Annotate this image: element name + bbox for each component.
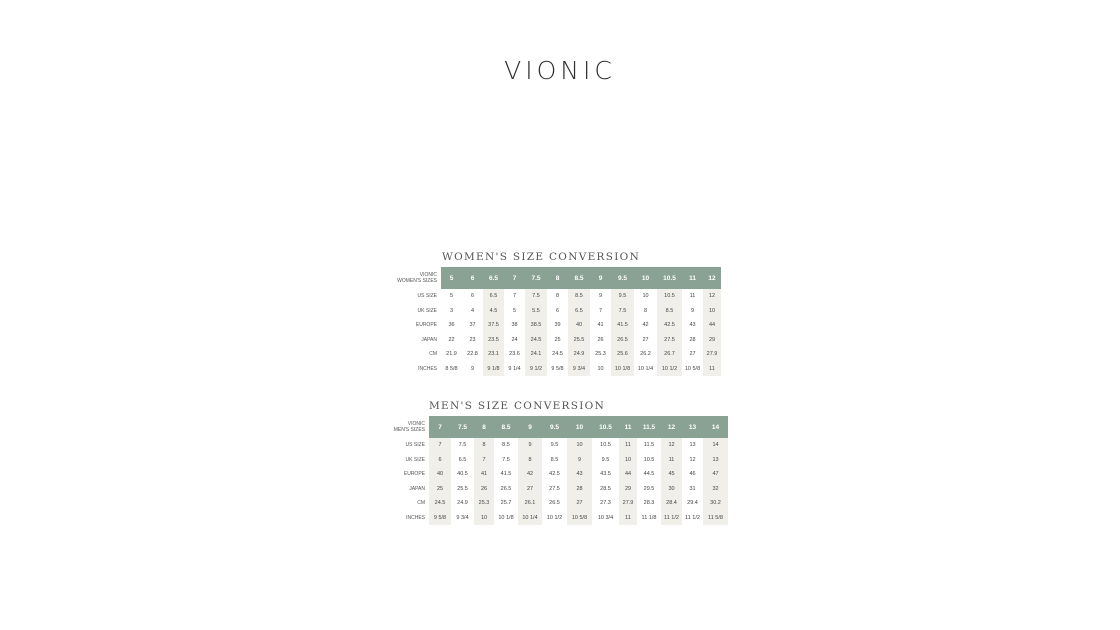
table-cell: 38	[511, 322, 518, 329]
mens-header-row	[389, 416, 728, 438]
table-cell: 10.5	[600, 442, 611, 449]
table-cell: 10 5/8	[684, 365, 701, 372]
table-cell: 26.2	[640, 351, 651, 358]
table-cell: 37.5	[483, 318, 504, 333]
table-cell: 29	[703, 333, 721, 348]
table-cell: 23	[469, 336, 476, 343]
table-cell: 24.9	[568, 347, 590, 362]
mens-size-header-cell: 11	[619, 416, 637, 438]
table-cell: 22.8	[467, 351, 478, 358]
row-label: US SIZE	[417, 293, 437, 300]
womens-table-row	[393, 318, 721, 333]
row-label: UK SIZE	[417, 307, 437, 314]
table-cell: 45	[661, 467, 682, 482]
table-cell: 23.6	[509, 351, 520, 358]
row-label: JAPAN	[409, 485, 425, 492]
table-cell: 23.1	[483, 347, 504, 362]
table-cell: 41.5	[500, 471, 512, 478]
table-cell: 26.5	[549, 500, 560, 507]
table-cell: 27	[689, 351, 696, 358]
table-cell: 25.5	[457, 485, 468, 492]
mens-chart-title: MEN'S SIZE CONVERSION	[429, 400, 606, 412]
table-cell: 8	[518, 453, 542, 468]
table-cell: 9 5/8	[429, 511, 451, 526]
womens-size-header-cell: 7	[504, 267, 525, 289]
table-cell: 8.5	[550, 456, 559, 463]
table-cell: 9 1/4	[508, 365, 521, 372]
mens-size-header-cell: 13	[682, 416, 703, 438]
table-cell: 27.5	[657, 333, 682, 348]
mens-size-header-cell: 10	[567, 416, 592, 438]
table-cell: 10.5	[657, 289, 682, 304]
table-cell: 25	[554, 336, 561, 343]
row-label: INCHES	[418, 365, 437, 372]
table-cell: 42.5	[549, 471, 560, 478]
table-cell: 12	[703, 289, 721, 304]
table-cell: 40	[429, 467, 451, 482]
womens-table-row	[393, 362, 721, 377]
mens-size-header-cell: 11.5	[637, 416, 661, 438]
table-cell: 3	[449, 307, 454, 314]
womens-size-header-cell: 12	[703, 267, 721, 289]
womens-size-chart	[393, 250, 721, 376]
table-cell: 43	[689, 322, 696, 329]
table-cell: 25.5	[568, 333, 590, 348]
table-cell: 27.9	[619, 496, 637, 511]
table-cell: 9.5	[601, 456, 610, 463]
table-cell: 25.3	[474, 496, 494, 511]
table-cell: 44.5	[643, 471, 655, 478]
table-cell: 7.5	[502, 456, 510, 463]
table-cell: 11 1/2	[661, 511, 682, 526]
table-cell: 41.5	[611, 318, 634, 333]
table-cell: 42	[518, 467, 542, 482]
table-cell: 10 1/2	[657, 362, 682, 377]
mens-size-header-cell: 7	[429, 416, 451, 438]
table-cell: 29.5	[643, 485, 655, 492]
mens-header-label	[389, 416, 429, 438]
table-cell: 41	[474, 467, 494, 482]
header-label-line2: WOMEN'S SIZES	[397, 278, 437, 284]
table-cell: 8 5/8	[445, 365, 458, 372]
table-cell: 26.5	[500, 485, 512, 492]
womens-table-row	[393, 289, 721, 304]
table-cell: 7	[598, 307, 603, 314]
womens-size-table	[393, 267, 721, 376]
table-cell: 10.5	[643, 456, 655, 463]
table-cell: 47	[703, 467, 728, 482]
table-cell: 21.9	[446, 351, 457, 358]
table-cell: 25.3	[595, 351, 606, 358]
table-cell: 9.5	[550, 442, 559, 449]
table-cell: 11 1/8	[641, 514, 657, 521]
table-cell: 7.5	[458, 442, 467, 449]
table-cell: 27.5	[549, 485, 560, 492]
table-cell: 26.5	[611, 333, 634, 348]
mens-size-header-cell: 9	[518, 416, 542, 438]
table-cell: 6.5	[568, 304, 590, 319]
table-cell: 24.5	[429, 496, 451, 511]
table-cell: 29.4	[687, 500, 698, 507]
table-cell: 10	[619, 453, 637, 468]
table-cell: 27	[518, 482, 542, 497]
header-label-line1: VIONIC	[419, 272, 437, 278]
table-cell: 44	[619, 467, 637, 482]
table-cell: 25.6	[611, 347, 634, 362]
table-cell: 8.5	[657, 304, 682, 319]
table-cell: 11	[619, 438, 637, 453]
table-cell: 9 3/4	[456, 514, 469, 521]
table-cell: 10 3/4	[597, 514, 614, 521]
womens-size-header-cell: 5	[441, 267, 462, 289]
table-cell: 10 1/8	[498, 514, 514, 521]
table-cell: 43.5	[600, 471, 611, 478]
table-cell: 37	[469, 322, 476, 329]
table-cell: 29	[619, 482, 637, 497]
row-label: US SIZE	[405, 442, 425, 449]
row-label: CM	[429, 351, 437, 358]
table-cell: 7.5	[525, 289, 547, 304]
table-cell: 28.4	[661, 496, 682, 511]
table-cell: 30	[661, 482, 682, 497]
table-cell: 12	[661, 438, 682, 453]
table-cell: 28	[567, 482, 592, 497]
table-cell: 31	[689, 485, 696, 492]
table-cell: 25	[429, 482, 451, 497]
table-cell: 9 1/8	[483, 362, 504, 377]
table-cell: 7	[429, 438, 451, 453]
table-cell: 26	[597, 336, 604, 343]
table-cell: 38.5	[525, 318, 547, 333]
table-cell: 24.5	[552, 351, 563, 358]
row-label: EUROPE	[403, 471, 425, 478]
table-cell: 23.5	[483, 333, 504, 348]
womens-size-header-cell: 10	[634, 267, 657, 289]
table-cell: 28.5	[600, 485, 611, 492]
table-cell: 26.7	[657, 347, 682, 362]
table-cell: 24	[511, 336, 518, 343]
table-cell: 13	[703, 453, 728, 468]
row-label: CM	[417, 500, 425, 507]
table-cell: 10 1/2	[546, 514, 563, 521]
table-cell: 11	[661, 453, 682, 468]
womens-table-row	[393, 347, 721, 362]
table-cell: 9 1/2	[525, 362, 547, 377]
womens-header-label	[393, 267, 441, 289]
womens-size-header-cell: 9	[590, 267, 611, 289]
table-cell: 5.5	[525, 304, 547, 319]
womens-size-header-cell: 7.5	[525, 267, 547, 289]
table-cell: 40	[568, 318, 590, 333]
mens-table-row	[389, 467, 728, 482]
table-cell: 4.5	[483, 304, 504, 319]
mens-table-row	[389, 482, 728, 497]
mens-size-table	[389, 416, 728, 525]
table-cell: 24.1	[525, 347, 547, 362]
mens-size-header-cell: 8	[474, 416, 494, 438]
mens-size-header-cell: 14	[703, 416, 728, 438]
table-cell: 6.5	[483, 289, 504, 304]
table-cell: 27.3	[600, 500, 611, 507]
table-cell: 10	[703, 304, 721, 319]
table-cell: 9	[470, 365, 475, 372]
table-cell: 8.5	[502, 442, 510, 449]
table-cell: 25.7	[500, 500, 512, 507]
table-cell: 6	[555, 307, 560, 314]
womens-size-header-cell: 10.5	[657, 267, 682, 289]
table-cell: 14	[703, 438, 728, 453]
table-cell: 7.5	[611, 304, 634, 319]
table-cell: 11	[689, 293, 696, 300]
table-cell: 26	[474, 482, 494, 497]
mens-table-row	[389, 453, 728, 468]
table-cell: 9	[598, 293, 603, 300]
table-cell: 9	[567, 453, 592, 468]
table-cell: 41	[597, 322, 604, 329]
table-cell: 28.3	[643, 500, 655, 507]
table-cell: 5	[512, 307, 517, 314]
table-cell: 9.5	[611, 289, 634, 304]
mens-size-chart	[389, 399, 728, 525]
table-cell: 32	[703, 482, 728, 497]
womens-chart-title: WOMEN'S SIZE CONVERSION	[442, 251, 641, 263]
table-cell: 10 1/4	[637, 365, 654, 372]
table-cell: 10	[567, 438, 592, 453]
mens-size-header-cell: 10.5	[592, 416, 619, 438]
table-cell: 4	[470, 307, 475, 314]
table-cell: 10 1/4	[518, 511, 542, 526]
table-cell: 11 1/2	[685, 514, 700, 521]
table-cell: 8	[474, 438, 494, 453]
table-cell: 8	[643, 307, 648, 314]
table-cell: 42.5	[657, 318, 682, 333]
table-cell: 10	[597, 365, 604, 372]
table-cell: 9 3/4	[568, 362, 590, 377]
header-label-line2: MEN'S SIZES	[393, 427, 425, 433]
table-cell: 24.9	[457, 500, 468, 507]
mens-table-row	[389, 438, 728, 453]
table-cell: 11	[703, 362, 721, 377]
womens-size-header-cell: 6	[462, 267, 483, 289]
table-cell: 7	[474, 453, 494, 468]
womens-header-row	[393, 267, 721, 289]
mens-size-header-cell: 7.5	[451, 416, 474, 438]
table-cell: 8.5	[568, 289, 590, 304]
table-cell: 40.5	[457, 471, 468, 478]
table-cell: 22	[448, 336, 455, 343]
mens-table-row	[389, 496, 728, 511]
table-cell: 10	[474, 511, 494, 526]
row-label: EUROPE	[415, 322, 437, 329]
table-cell: 39	[554, 322, 561, 329]
mens-size-header-cell: 12	[661, 416, 682, 438]
mens-size-header-cell: 8.5	[494, 416, 518, 438]
table-cell: 9 5/8	[551, 365, 564, 372]
womens-size-header-cell: 8	[547, 267, 568, 289]
table-cell: 7	[512, 293, 517, 300]
table-cell: 12	[689, 456, 696, 463]
womens-size-header-cell: 9.5	[611, 267, 634, 289]
table-cell: 46	[689, 471, 696, 478]
brand-logo: VIONIC	[504, 56, 616, 85]
header-label-line1: VIONIC	[407, 421, 425, 427]
table-cell: 42	[642, 322, 649, 329]
table-cell: 10	[642, 293, 649, 300]
table-cell: 9	[690, 307, 695, 314]
mens-table-row	[389, 511, 728, 526]
table-cell: 11	[619, 511, 637, 526]
table-cell: 10 5/8	[567, 511, 592, 526]
table-cell: 6	[429, 453, 451, 468]
table-cell: 27	[642, 336, 649, 343]
row-label: INCHES	[406, 514, 425, 521]
table-cell: 13	[689, 442, 696, 449]
table-cell: 6.5	[458, 456, 467, 463]
table-cell: 43	[567, 467, 592, 482]
table-cell: 28	[689, 336, 696, 343]
table-cell: 11.5	[643, 442, 655, 449]
table-cell: 9	[518, 438, 542, 453]
table-cell: 27	[567, 496, 592, 511]
row-label: UK SIZE	[405, 456, 425, 463]
table-cell: 5	[449, 293, 454, 300]
table-cell: 44	[703, 318, 721, 333]
womens-size-header-cell: 8.5	[568, 267, 590, 289]
womens-size-header-cell: 6.5	[483, 267, 504, 289]
mens-size-header-cell: 9.5	[542, 416, 567, 438]
table-cell: 36	[448, 322, 455, 329]
womens-size-header-cell: 11	[682, 267, 703, 289]
table-cell: 11 5/8	[703, 511, 728, 526]
table-cell: 10 1/8	[611, 362, 634, 377]
table-cell: 6	[470, 293, 475, 300]
table-cell: 27.9	[703, 347, 721, 362]
table-cell: 26.1	[518, 496, 542, 511]
table-cell: 30.2	[703, 496, 728, 511]
row-label: JAPAN	[421, 336, 437, 343]
table-cell: 24.5	[525, 333, 547, 348]
table-cell: 8	[555, 293, 560, 300]
womens-table-row	[393, 304, 721, 319]
womens-table-row	[393, 333, 721, 348]
